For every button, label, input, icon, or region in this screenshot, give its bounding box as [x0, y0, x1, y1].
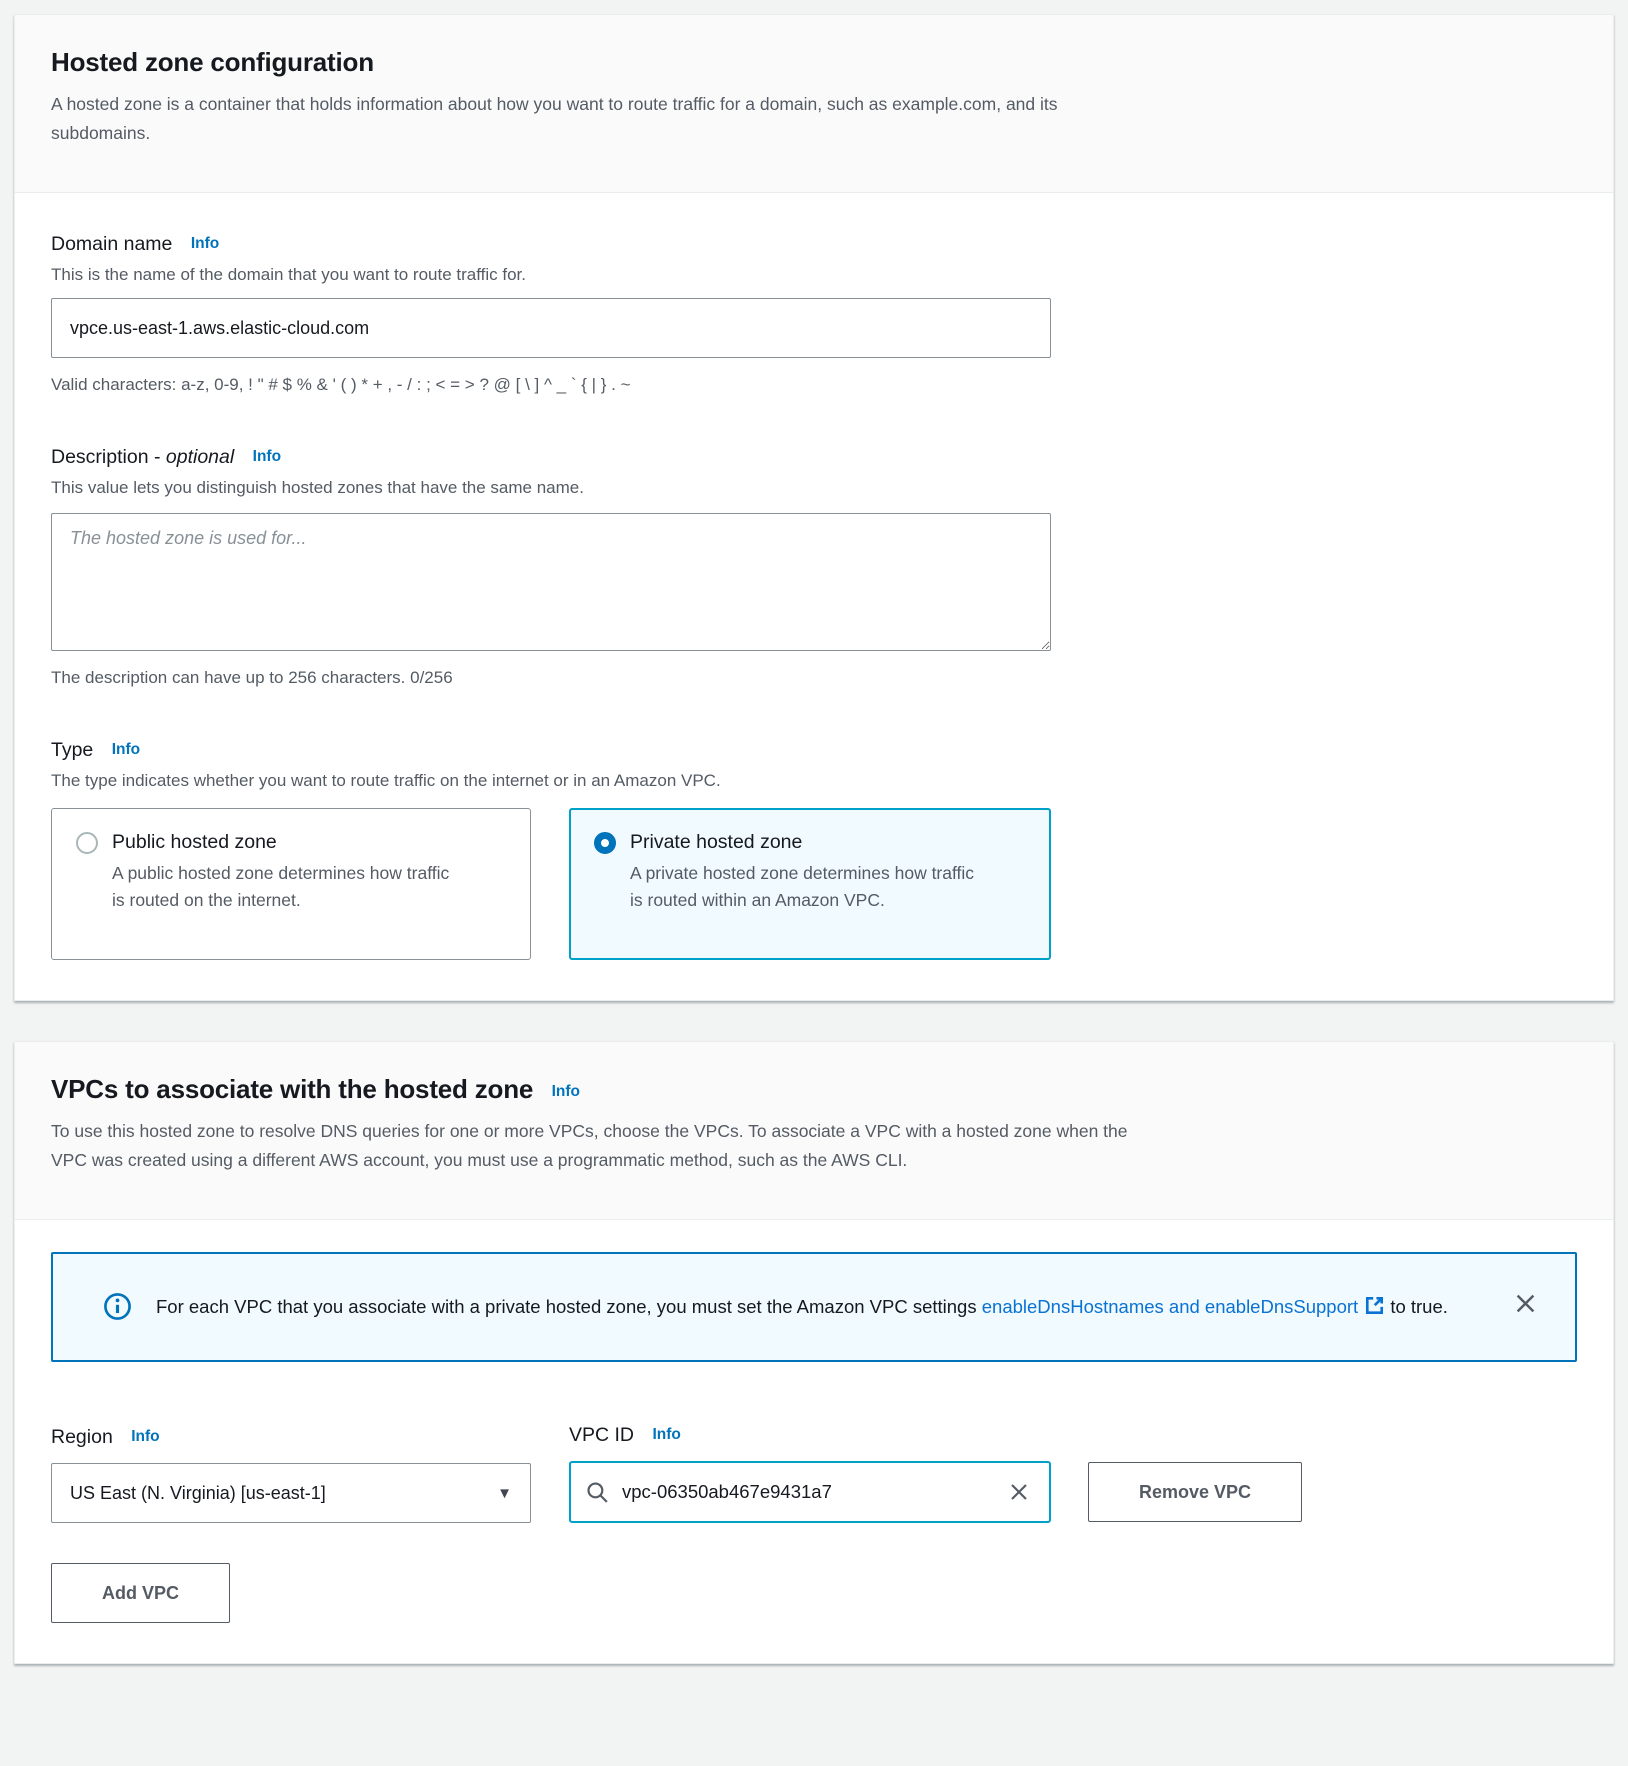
- vpcs-to-associate-card: [14, 1041, 1614, 1664]
- type-radio-group: [51, 808, 1577, 960]
- section-description-line: A hosted zone is a container that holds information about how you want to route traffic for a domain, such as example.com, and its: [51, 94, 1058, 114]
- search-icon: [585, 1480, 610, 1505]
- vpc-id-field: [569, 1424, 1051, 1523]
- alert-text: [156, 1288, 1496, 1325]
- type-field: [51, 739, 1577, 960]
- vpc-association-row: [51, 1424, 1577, 1523]
- description-constraint: [51, 665, 1577, 691]
- alert-close-button[interactable]: [1512, 1290, 1539, 1317]
- domain-name-constraint: Valid characters: a-z, 0-9, ! " # $ % & ' ( ) * + , - / : ; < = > ? @ [ \ ] ^ _ ` { | } . ~: [51, 375, 631, 394]
- radio-description: A public hosted zone determines how traffic is routed on the internet.: [112, 863, 450, 910]
- hosted-zone-configuration-body: [15, 193, 1613, 1000]
- radio-button-checked[interactable]: [594, 832, 616, 854]
- section-title: VPCs to associate with the hosted zone: [51, 1074, 534, 1104]
- domain-name-info-link[interactable]: Info: [190, 235, 220, 252]
- section-description-line: To use this hosted zone to resolve DNS queries for one or more VPCs, choose the VPCs. To associate a VPC with a hosted zone when the: [51, 1121, 1128, 1141]
- description-textarea[interactable]: [51, 513, 1051, 651]
- vpc-id-label: VPC ID: [569, 1424, 635, 1446]
- external-link-icon: [1364, 1295, 1385, 1316]
- region-select[interactable]: [51, 1463, 531, 1523]
- description-char-counter: 0/256: [410, 668, 453, 687]
- vpcs-section-body: [15, 1220, 1613, 1663]
- region-label: Region: [51, 1426, 113, 1448]
- page: [14, 14, 1614, 1664]
- section-description-line: VPC was created using a different AWS account, you must use a programmatic method, such as the AWS CLI.: [51, 1150, 908, 1170]
- description-field: [51, 446, 1577, 691]
- section-description: [51, 1117, 1577, 1175]
- type-label: Type: [51, 739, 94, 761]
- domain-name-label: Domain name: [51, 233, 173, 255]
- section-title: Hosted zone configuration: [51, 47, 374, 77]
- description-info-link[interactable]: Info: [252, 448, 282, 465]
- close-icon: [1512, 1290, 1539, 1317]
- radio-option-private-hosted-zone[interactable]: [569, 808, 1051, 960]
- radio-option-public-hosted-zone[interactable]: [51, 808, 531, 960]
- region-field: [51, 1426, 531, 1523]
- vpc-id-info-link[interactable]: Info: [652, 1426, 681, 1443]
- region-info-link[interactable]: Info: [131, 1428, 160, 1445]
- radio-label: Private hosted zone: [630, 831, 803, 853]
- optional-label: optional: [165, 446, 235, 468]
- radio-label: Public hosted zone: [112, 831, 277, 853]
- add-vpc-button[interactable]: Add VPC: [51, 1563, 230, 1623]
- enable-dns-settings-link[interactable]: enableDnsHostnames and enableDnsSupport: [982, 1296, 1385, 1317]
- hosted-zone-configuration-card: [14, 14, 1614, 1001]
- domain-name-hint: This is the name of the domain that you want to route traffic for.: [51, 265, 526, 284]
- description-constraint-text: The description can have up to 256 characters.: [51, 668, 406, 687]
- description-hint: This value lets you distinguish hosted zones that have the same name.: [51, 478, 584, 497]
- region-select-value: US East (N. Virginia) [us-east-1]: [70, 1482, 326, 1503]
- vpc-id-input[interactable]: [622, 1481, 1003, 1503]
- vpc-settings-info-alert: [51, 1252, 1577, 1362]
- alert-text-before-link: For each VPC that you associate with a private hosted zone, you must set the Amazon VPC settings: [156, 1296, 977, 1317]
- remove-vpc-button[interactable]: Remove VPC: [1088, 1462, 1302, 1522]
- radio-description: A private hosted zone determines how traffic is routed within an Amazon VPC.: [630, 863, 975, 910]
- info-circle-icon: [103, 1292, 132, 1326]
- vpc-id-searchbox: [569, 1461, 1051, 1523]
- radio-button-unchecked[interactable]: [76, 832, 98, 854]
- vpcs-info-link[interactable]: Info: [551, 1083, 581, 1100]
- hosted-zone-configuration-header: [15, 15, 1613, 193]
- section-description: [51, 90, 1577, 148]
- clear-icon: [1007, 1480, 1031, 1504]
- section-description-line: subdomains.: [51, 123, 151, 143]
- caret-down-icon: ▼: [497, 1484, 512, 1502]
- clear-vpc-id-button[interactable]: [1003, 1476, 1035, 1508]
- domain-name-input[interactable]: [51, 298, 1051, 358]
- description-label: Description - optional: [51, 446, 235, 468]
- type-info-link[interactable]: Info: [111, 741, 141, 758]
- alert-text-after-link: to true.: [1390, 1296, 1448, 1317]
- domain-name-field: [51, 233, 1577, 398]
- type-hint: The type indicates whether you want to route traffic on the internet or in an Amazon VPC.: [51, 771, 721, 790]
- vpcs-section-header: [15, 1042, 1613, 1220]
